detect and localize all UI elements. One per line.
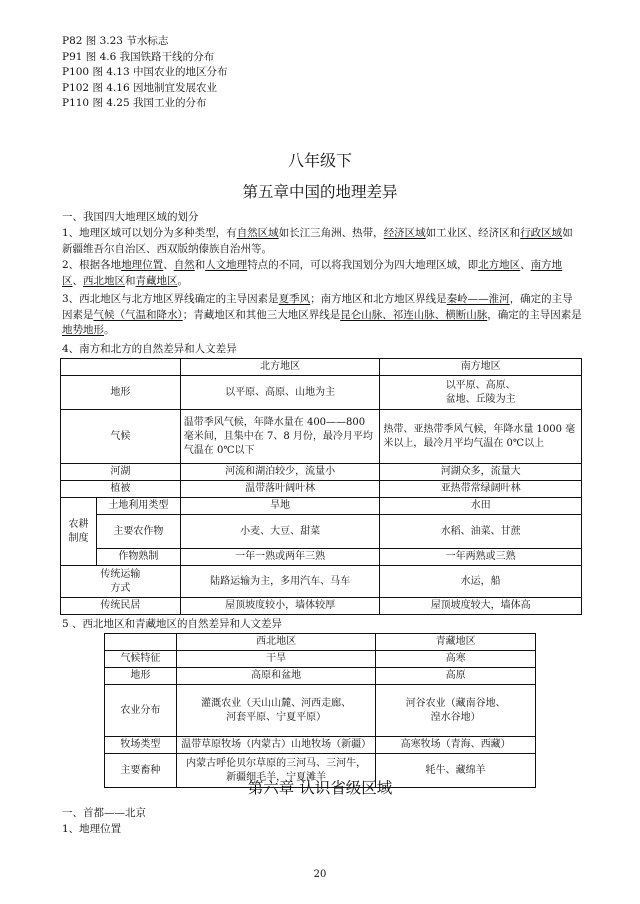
row-label-transport: 传统运输 方式 (61, 566, 181, 598)
header-blank (61, 359, 181, 376)
cell-transport-north: 陆路运输为主，多用汽车、马车 (180, 566, 380, 598)
header-north: 北方地区 (180, 359, 380, 376)
row-label-pasture: 牧场类型 (105, 737, 177, 754)
row-label-farming: 农耕 制度 (61, 498, 97, 566)
cell-transport-south: 水运，船 (380, 566, 582, 598)
row-label-climate: 气候 (61, 410, 181, 464)
ref-line: P82 图 3.23 节水标志 (62, 35, 169, 47)
ref-line: P100 图 4.13 中国农业的地区分布 (62, 66, 228, 78)
section1-heading: 一、我国四大地理区域的划分 (62, 211, 199, 223)
cell-agriculture-qingzang: 河谷农业（藏南谷地、 湟水谷地） (376, 685, 536, 737)
row-label-climate: 气候特征 (105, 651, 177, 668)
row-label-livestock: 主要畜种 (105, 754, 177, 788)
cell-maturity-north: 一年一熟或两年三熟 (180, 549, 380, 566)
header-south: 南方地区 (380, 359, 582, 376)
ref-line: P110 图 4.25 我国工业的分布 (62, 97, 207, 109)
cell-agriculture-northwest: 灌溉农业（天山山麓、河西走廊、 河套平原、宁夏平原） (176, 685, 376, 737)
ref-line: P102 图 4.16 因地制宜发展农业 (62, 81, 217, 94)
cell-pasture-qingzang: 高寒牧场（青海、西藏） (376, 737, 536, 754)
section5-heading: 5 、西北地区和青藏地区的自然差异和人文差异 (62, 618, 283, 630)
chapter6-title: 第六章 认识省级区域 (247, 779, 393, 797)
cell-pasture-northwest: 温带草原牧场（内蒙古）山地牧场（新疆） (176, 737, 376, 754)
cell-housing-south: 屋顶坡度较大，墙体高 (380, 598, 582, 615)
row-label-rivers: 河湖 (61, 464, 181, 481)
header-qingzang: 青藏地区 (376, 634, 536, 651)
figure-reference-list (62, 34, 228, 112)
cell-rivers-south: 河湖众多，流量大 (380, 464, 582, 481)
row-label-crops: 主要农作物 (96, 515, 180, 549)
cell-terrain-qingzang: 高原 (376, 668, 536, 685)
cell-climate-northwest: 干旱 (176, 651, 376, 668)
cell-crops-north: 小麦、大豆、甜菜 (180, 515, 380, 549)
section6-1-heading: 一、首都——北京 (62, 807, 146, 819)
northwest-qingzang-table (104, 633, 536, 788)
paragraph-2: 2、根据各地地理位置、自然和人文地理特点的不同，可以将我国划分为四大地理区域，即北方地区、南方地区、西北地区和青藏地区。 (62, 259, 563, 287)
cell-housing-north: 屋顶坡度较小，墙体较厚 (180, 598, 380, 615)
cell-climate-north: 温带季风气候，年降水量在 400——800 毫米间，且集中在 7、8 月份，最冷月平均气温在 0℃以下 (180, 410, 380, 464)
cell-rivers-north: 河流和湖泊较少，流量小 (180, 464, 380, 481)
cell-terrain-northwest: 高原和盆地 (176, 668, 376, 685)
cell-land-north: 旱地 (180, 498, 380, 515)
paragraph-3: 3、西北地区与北方地区界线确定的主导因素是夏季风；南方地区和北方地区界线是秦岭——淮河，确定的主导因素是气候（气温和降水）；青藏地区和其他三大地区界线是昆仑山脉、祁连山脉、横断山脉，确定的主导因素是地势地形。 (62, 293, 582, 336)
row-label-terrain: 地形 (105, 668, 177, 685)
cell-maturity-south: 一年两熟或三熟 (380, 549, 582, 566)
cell-climate-qingzang: 高寒 (376, 651, 536, 668)
section6-2-heading: 1、地理位置 (62, 823, 122, 835)
header-northwest: 西北地区 (176, 634, 376, 651)
row-label-terrain: 地形 (61, 376, 181, 410)
section4-heading: 4、南方和北方的自然差异和人文差异 (62, 343, 237, 355)
cell-vegetation-south: 亚热带常绿阔叶林 (380, 481, 582, 498)
page-number: 20 (313, 869, 327, 880)
cell-livestock-northwest: 内蒙古呼伦贝尔草原的三河马、三河牛， 新疆细毛羊，宁夏滩羊 (176, 754, 376, 788)
cell-livestock-qingzang: 牦牛、藏绵羊 (376, 754, 536, 788)
cell-vegetation-north: 温带落叶阔叶林 (180, 481, 380, 498)
header-blank (105, 634, 177, 651)
row-label-vegetation: 植被 (61, 481, 181, 498)
cell-terrain-north: 以平原、高原、山地为主 (180, 376, 380, 410)
ref-line: P91 图 4.6 我国铁路干线的分布 (62, 50, 215, 63)
chapter5-title: 第五章中国的地理差异 (242, 183, 398, 201)
row-label-housing: 传统民居 (61, 598, 181, 615)
cell-land-south: 水田 (380, 498, 582, 515)
row-label-maturity: 作物熟制 (96, 549, 180, 566)
row-label-agriculture: 农业分布 (105, 685, 177, 737)
north-south-table (60, 358, 582, 615)
paragraph-1: 1、地理区域可以划分为多种类型，有自然区域如长江三角洲、热带，经济区域如工业区、经济区和行政区域如新疆维吾尔自治区、西双版纳傣族自治州等。 (62, 227, 573, 255)
grade-title: 八年级下 (287, 151, 352, 170)
cell-terrain-south: 以平原、高原、 盆地、丘陵为主 (380, 376, 582, 410)
cell-climate-south: 热带、亚热带季风气候，年降水量 1000 毫米以上，最冷月平均气温在 0℃以上 (380, 410, 582, 464)
cell-crops-south: 水稻、油菜、甘蔗 (380, 515, 582, 549)
row-label-land-use: 土地利用类型 (96, 498, 180, 515)
